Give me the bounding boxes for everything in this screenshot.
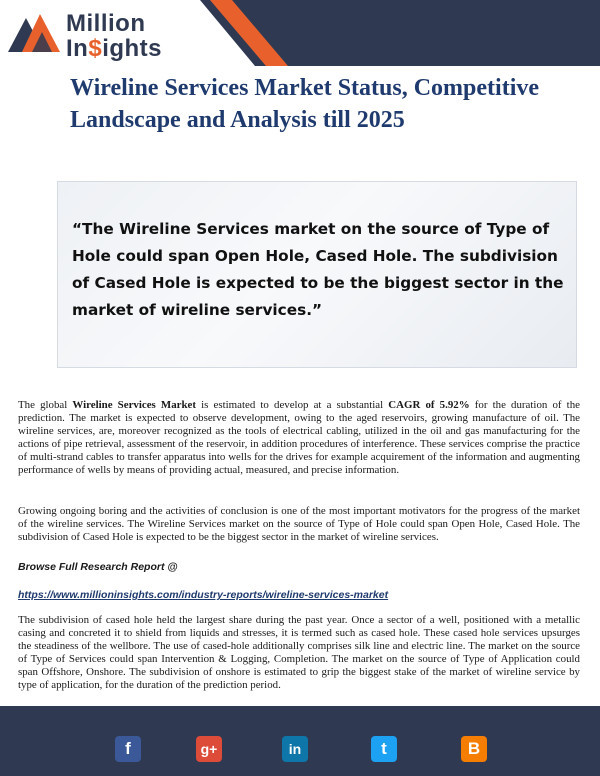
blogger-icon[interactable]: B xyxy=(461,736,487,762)
intro-paragraph: The global Wireline Services Market is estimated to develop at a substantial CAGR of 5.92% for the duration of the prediction. The market is expected to observe development, owing to the aged reservoirs, growing manufacture of oil. The wireline services, are, moreover recognized as the tools of electrical cabling, utilized in the oil and gas manufacturing for the actions of pipe retrieval, assessment of the reservoir, in addition procedures of interference. These services comprise the practice of multi-strand cables to transfer apparatus into wells for the drives for example acquirement of the information and augmenting performance of wells by means of providing actual, measured, and precise information. xyxy=(18,399,580,476)
cagr-bold: CAGR of 5.92% xyxy=(388,399,470,411)
linkedin-icon[interactable]: in xyxy=(282,736,308,762)
logo-text-insights: In$ights xyxy=(66,35,163,62)
facebook-icon[interactable]: f xyxy=(115,736,141,762)
quote-banner xyxy=(57,181,577,368)
logo-mountain-icon xyxy=(6,8,62,54)
google-plus-icon[interactable]: g+ xyxy=(196,736,222,762)
million-insights-logo[interactable] xyxy=(6,8,176,62)
logo-text-million: Million xyxy=(66,10,146,37)
quote-text: “The Wireline Services market on the source of Type of Hole could span Open Hole, Cased Hole. The subdivision of Cased Hole is expected to be the biggest sector in the market of wireline services.” xyxy=(72,220,564,319)
report-link[interactable]: https://www.millioninsights.com/industry-reports/wireline-services-market xyxy=(18,589,389,601)
growth-paragraph: Growing ongoing boring and the activities of conclusion is one of the most important motivators for the progress of the market of the wireline services. The Wireline Services market on the source of Type of Hole could span Open Hole, Cased Hole. The subdivision of Cased Hole is expected to be the biggest sector in the market of wireline services. xyxy=(18,505,580,543)
browse-report-label: Browse Full Research Report @ xyxy=(18,561,178,573)
market-name-bold: Wireline Services Market xyxy=(72,399,196,411)
page-header xyxy=(0,0,600,66)
cased-hole-paragraph: The subdivision of cased hole held the largest share during the past year. Once a sector of a well, positioned with a metallic casing and concreted it to shield from liquids and stresses, it is termed such as cased hole. These cased hole services upsurges the steadiness of the wellbore. The use of cased-hole additionally comprises silk line and electric line. The market on the source of Type of Services could span Intervention & Logging, Completion. The market on the source of Type of Application could span Offshore, Onshore. The subdivision of onshore is estimated to grip the biggest stake of the market of wireline service by type of application, for the duration of the prediction period. xyxy=(18,614,580,691)
twitter-icon[interactable]: t xyxy=(371,736,397,762)
social-footer xyxy=(0,706,600,776)
page-title: Wireline Services Market Status, Competitive Landscape and Analysis till 2025 xyxy=(70,75,540,133)
